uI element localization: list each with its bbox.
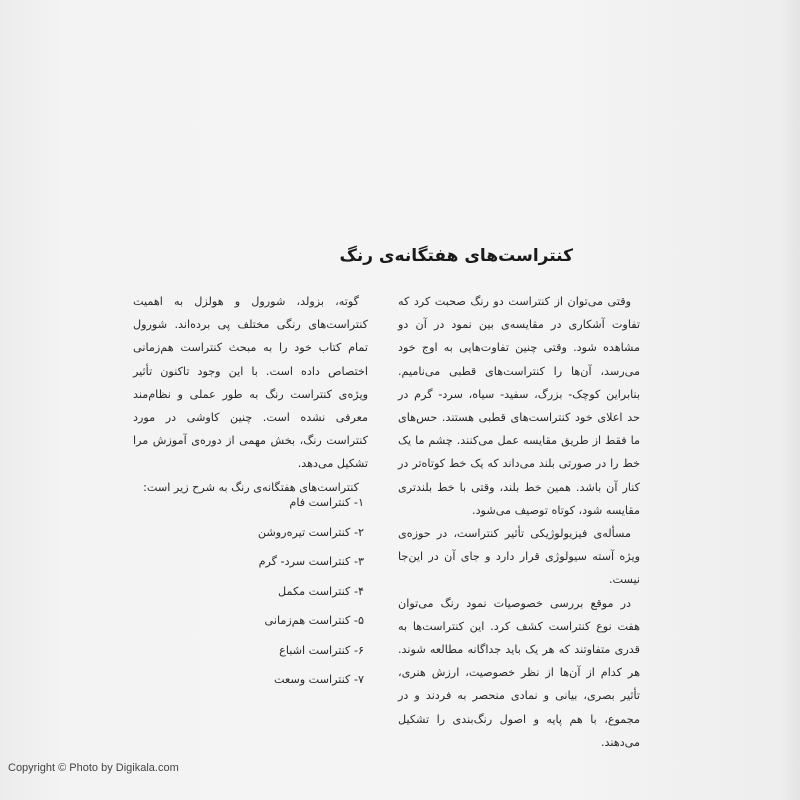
paragraph-list-intro: کنتراست‌های هفتگانه‌ی رنگ به شرح زیر است: <box>143 480 359 494</box>
page-spine-shadow <box>780 0 800 800</box>
contrast-types-list <box>164 488 364 695</box>
photo-credit: Copyright © Photo by Digikala.com <box>8 762 179 774</box>
list-item: ۴- کنتراست مکمل <box>278 584 364 598</box>
left-text-column <box>133 290 368 499</box>
paragraph-contrast-definition: وقتی می‌توان از کنتراست دو رنگ صحبت کرد که تفاوت آشکاری در مقایسه‌ی بین نمود در آن دو مشاهده شود. وقتی چنین تفاوت‌هایی به اوج خود می‌رسد، آن‌ها را کنتراست‌های قطبی می‌نامیم. بنابراین کوچک- بزرگ، سفید- سیاه، سرد- گرم در حد اعلای خود کنتراست‌های قطبی هستند. حس‌های ما فقط از طریق مقایسه عمل می‌کنند. چشم ما یک خط را در صورتی بلند می‌داند که یک خط کوتاه‌تر در کنار آن باشد. همین خط بلند، وقتی با خط بلندتری مقایسه شود، کوتاه توصیف می‌شود. <box>398 295 640 517</box>
paragraph-physiology: مسأله‌ی فیزیولوژیکی تأثیر کنتراست، در حوزه‌ی ویژه آسته سیولوژی قرار دارد و جای آن در این‌جا نیست. <box>398 527 640 587</box>
paragraph-seven-types: در موقع بررسی خصوصیات نمود رنگ می‌توان هفت نوع کنتراست کشف کرد. این کنتراست‌ها به قدری متفاوتند که هر یک باید جداگانه مطالعه شوند. هر کدام از آن‌ها از نظر خصوصیت، ارزش هنری، تأثیر بصری، بیانی و نمادی منحصر به فردند و در مجموع، با هم پایه و اصول رنگ‌بندی را تشکیل می‌دهند. <box>398 596 640 749</box>
list-item: ۱- کنتراست فام <box>289 496 364 509</box>
list-item: ۲- کنتراست تیره‌روشن <box>257 525 364 539</box>
list-item: ۷- کنتراست وسعت <box>273 673 364 686</box>
list-item: ۶- کنتراست اشباع <box>279 643 364 657</box>
list-item: ۳- کنتراست سرد- گرم <box>258 555 364 568</box>
page-title: کنتراست‌های هفتگانه‌ی رنگ <box>339 246 573 266</box>
list-item: ۵- کنتراست هم‌زمانی <box>264 614 364 627</box>
paragraph-history: گوته، بزولد، شورول و هولزل به اهمیت کنتراست‌های رنگی مختلف پی برده‌اند. شورول تمام کتاب خود را به مبحث کنتراست هم‌زمانی اختصاص داده است. با این وجود تاکنون تأثیر ویژه‌ی کنتراست رنگ به طور عملی و نظام‌مند معرفی نشده است. چنین کاوشی در مورد کنتراست رنگ، بخش مهمی از دوره‌ی آموزش مرا تشکیل می‌دهد. <box>133 295 368 471</box>
right-text-column <box>398 290 640 754</box>
